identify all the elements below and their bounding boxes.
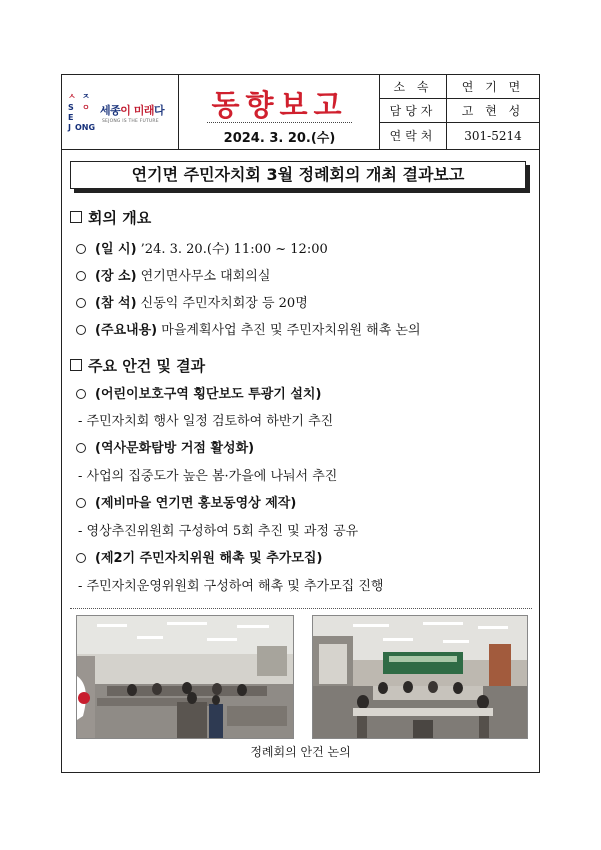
square-bullet-icon [70, 359, 82, 371]
logo-letter: E [68, 113, 74, 122]
meeting-photo-left [76, 615, 294, 739]
circle-bullet-icon [76, 443, 86, 453]
circle-bullet-icon [76, 498, 86, 508]
info-row-department [380, 75, 539, 99]
meeting-room-image [77, 616, 294, 739]
logo-letter: ㅅ [68, 92, 76, 101]
logo-tagline: SEJONG IS THE FUTURE [102, 119, 159, 124]
info-value: 301-5214 [464, 129, 522, 143]
report-title: 동향보고 [211, 88, 348, 122]
logo-vertical-letters [66, 93, 100, 133]
dotted-divider [70, 608, 532, 609]
list-item: (제비마을 연기면 홍보동영상 제작) [76, 492, 296, 511]
info-label: 담당자 [380, 99, 447, 123]
header-divider [62, 149, 539, 150]
subject-title: 연기면 주민자치회 3월 정례회의 개최 결과보고 [70, 161, 526, 189]
list-item-detail: - 주민자치운영위원회 구성하여 해촉 및 추가모집 진행 [78, 579, 384, 594]
report-date: 2024. 3. 20.(수) [223, 131, 336, 146]
square-bullet-icon [70, 211, 82, 223]
circle-bullet-icon [76, 325, 86, 335]
circle-bullet-icon [76, 389, 86, 399]
list-item: (어린이보호구역 횡단보도 투광기 설치) [76, 383, 321, 402]
logo-letter: ㅇ [82, 103, 90, 112]
circle-bullet-icon [76, 244, 86, 254]
list-item: (역사문화탐방 거점 활성화) [76, 437, 254, 456]
list-item-detail: - 사업의 집중도가 높은 봄·가을에 나눠서 추진 [78, 469, 338, 484]
info-value: 연 기 면 [461, 80, 525, 94]
section-heading-overview: 회의 개요 [70, 207, 151, 228]
circle-bullet-icon [76, 553, 86, 563]
info-row-contact [380, 123, 539, 149]
list-item: (참 석) 신동익 주민자치회장 등 20명 [76, 292, 308, 311]
logo-letter: ㅈ [82, 92, 90, 101]
info-row-person [380, 99, 539, 123]
info-value: 고 현 성 [461, 104, 525, 118]
title-cell [179, 75, 380, 149]
list-item: (장 소) 연기면사무소 대회의실 [76, 265, 270, 284]
title-underline [207, 122, 352, 123]
sejong-logo [62, 75, 179, 149]
logo-letter: S [68, 103, 74, 112]
list-item: (일 시) ’24. 3. 20.(수) 11:00 ~ 12:00 [76, 238, 328, 257]
document-frame [61, 74, 540, 773]
circle-bullet-icon [76, 271, 86, 281]
info-label: 소 속 [380, 75, 447, 99]
list-item-detail: - 영상추진위원회 구성하여 5회 추진 및 과정 공유 [78, 524, 359, 539]
meeting-photo-right [312, 615, 528, 739]
photo-caption: 정례회의 안건 논의 [250, 745, 351, 759]
logo-letter: ONG [75, 123, 96, 132]
logo-letter: J [68, 123, 71, 132]
circle-bullet-icon [76, 298, 86, 308]
info-label: 연락처 [380, 123, 447, 149]
report-header [62, 75, 539, 149]
list-item: (제2기 주민자치위원 해촉 및 추가모집) [76, 547, 322, 566]
section-heading-agenda: 주요 안건 및 결과 [70, 355, 205, 376]
info-table [380, 75, 539, 149]
logo-wordmark: 세종이 미래다 [100, 104, 165, 117]
meeting-room-image [313, 616, 528, 739]
list-item-detail: - 주민자치회 행사 일정 검토하여 하반기 추진 [78, 414, 334, 429]
list-item: (주요내용) 마을계획사업 추진 및 주민자치위원 해촉 논의 [76, 319, 421, 338]
